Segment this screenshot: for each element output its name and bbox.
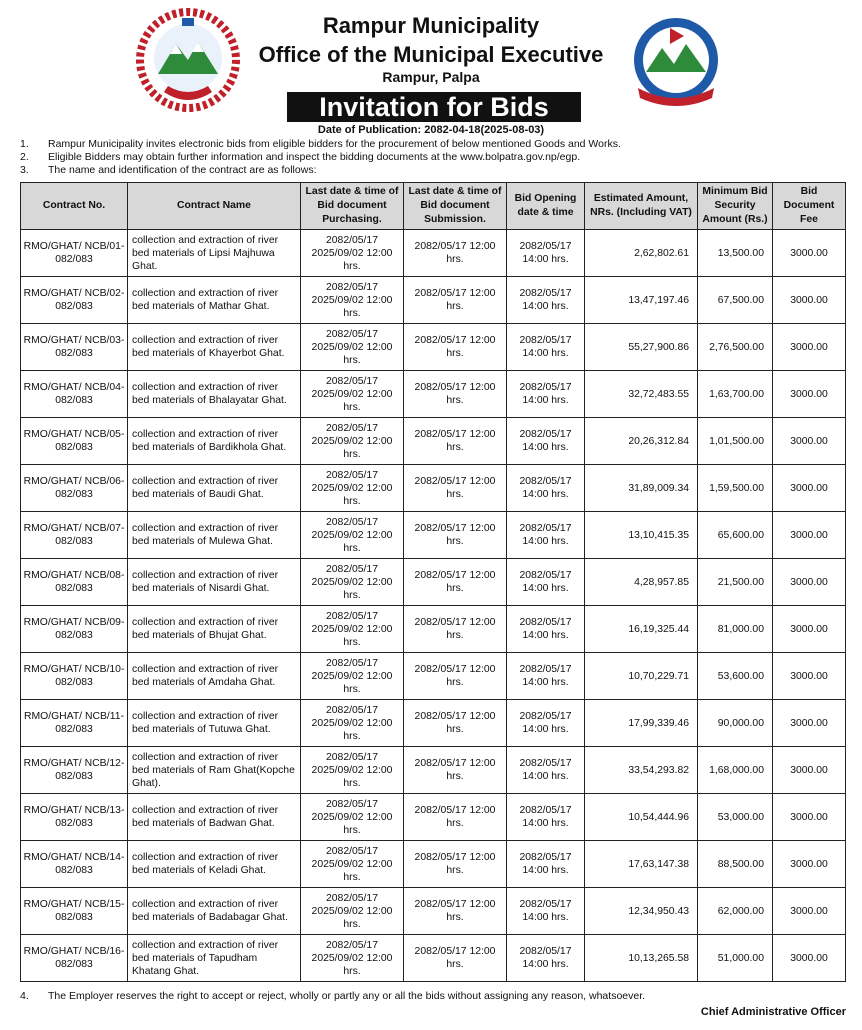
bid-opening-cell: 2082/05/17 14:00 hrs. — [507, 371, 585, 418]
col-document-fee: Bid Document Fee — [773, 183, 846, 230]
document-fee-cell: 3000.00 — [773, 794, 846, 841]
signatory: Chief Administrative Officer — [700, 1006, 846, 1018]
submission-deadline-cell: 2082/05/17 12:00 hrs. — [404, 888, 507, 935]
document-fee-cell: 3000.00 — [773, 324, 846, 371]
contract-name-cell: collection and extraction of river bed materials of Tapudham Khatang Ghat. — [128, 935, 301, 982]
estimated-amount-cell: 13,10,415.35 — [585, 512, 698, 559]
contract-name-cell: collection and extraction of river bed materials of Khayerbot Ghat. — [128, 324, 301, 371]
document-fee-cell: 3000.00 — [773, 700, 846, 747]
contract-no-cell: RMO/GHAT/ NCB/11-082/083 — [21, 700, 128, 747]
purchase-deadline-cell: 2082/05/17 2025/09/02 12:00 hrs. — [301, 653, 404, 700]
bid-opening-cell: 2082/05/17 14:00 hrs. — [507, 653, 585, 700]
estimated-amount-cell: 33,54,293.82 — [585, 747, 698, 794]
bid-security-cell: 62,000.00 — [698, 888, 773, 935]
table-row — [21, 606, 846, 653]
col-purchase-deadline: Last date & time of Bid document Purchasing. — [301, 183, 404, 230]
document-fee-cell: 3000.00 — [773, 512, 846, 559]
submission-deadline-cell: 2082/05/17 12:00 hrs. — [404, 512, 507, 559]
municipality-seal-icon — [628, 14, 724, 110]
bid-opening-cell: 2082/05/17 14:00 hrs. — [507, 418, 585, 465]
contract-no-cell: RMO/GHAT/ NCB/05-082/083 — [21, 418, 128, 465]
purchase-deadline-cell: 2082/05/17 2025/09/02 12:00 hrs. — [301, 418, 404, 465]
contract-name-cell: collection and extraction of river bed materials of Mulewa Ghat. — [128, 512, 301, 559]
bid-security-cell: 1,68,000.00 — [698, 747, 773, 794]
submission-deadline-cell: 2082/05/17 12:00 hrs. — [404, 935, 507, 982]
bid-security-cell: 65,600.00 — [698, 512, 773, 559]
bid-opening-cell: 2082/05/17 14:00 hrs. — [507, 277, 585, 324]
table-row — [21, 559, 846, 606]
purchase-deadline-cell: 2082/05/17 2025/09/02 12:00 hrs. — [301, 888, 404, 935]
table-row — [21, 512, 846, 559]
purchase-deadline-cell: 2082/05/17 2025/09/02 12:00 hrs. — [301, 606, 404, 653]
intro-num: 3. — [20, 164, 29, 176]
contract-name-cell: collection and extraction of river bed materials of Amdaha Ghat. — [128, 653, 301, 700]
estimated-amount-cell: 32,72,483.55 — [585, 371, 698, 418]
document-fee-cell: 3000.00 — [773, 465, 846, 512]
submission-deadline-cell: 2082/05/17 12:00 hrs. — [404, 653, 507, 700]
estimated-amount-cell: 4,28,957.85 — [585, 559, 698, 606]
intro-item — [20, 138, 850, 151]
table-row — [21, 230, 846, 277]
bid-security-cell: 1,01,500.00 — [698, 418, 773, 465]
submission-deadline-cell: 2082/05/17 12:00 hrs. — [404, 794, 507, 841]
purchase-deadline-cell: 2082/05/17 2025/09/02 12:00 hrs. — [301, 747, 404, 794]
notice-title: Invitation for Bids — [287, 92, 581, 122]
contract-no-cell: RMO/GHAT/ NCB/13-082/083 — [21, 794, 128, 841]
contract-name-cell: collection and extraction of river bed materials of Bardikhola Ghat. — [128, 418, 301, 465]
table-row — [21, 277, 846, 324]
publication-date: Date of Publication: 2082-04-18(2025-08-03) — [317, 124, 545, 136]
submission-deadline-cell: 2082/05/17 12:00 hrs. — [404, 277, 507, 324]
document-fee-cell: 3000.00 — [773, 653, 846, 700]
bid-security-cell: 1,59,500.00 — [698, 465, 773, 512]
purchase-deadline-cell: 2082/05/17 2025/09/02 12:00 hrs. — [301, 277, 404, 324]
document-fee-cell: 3000.00 — [773, 747, 846, 794]
table-row — [21, 700, 846, 747]
col-contract-name: Contract Name — [128, 183, 301, 230]
table-row — [21, 653, 846, 700]
estimated-amount-cell: 16,19,325.44 — [585, 606, 698, 653]
submission-deadline-cell: 2082/05/17 12:00 hrs. — [404, 841, 507, 888]
purchase-deadline-cell: 2082/05/17 2025/09/02 12:00 hrs. — [301, 465, 404, 512]
document-fee-cell: 3000.00 — [773, 418, 846, 465]
contract-no-cell: RMO/GHAT/ NCB/01-082/083 — [21, 230, 128, 277]
table-row — [21, 418, 846, 465]
document-fee-cell: 3000.00 — [773, 841, 846, 888]
submission-deadline-cell: 2082/05/17 12:00 hrs. — [404, 371, 507, 418]
bid-opening-cell: 2082/05/17 14:00 hrs. — [507, 324, 585, 371]
table-row — [21, 465, 846, 512]
bid-security-cell: 21,500.00 — [698, 559, 773, 606]
estimated-amount-cell: 55,27,900.86 — [585, 324, 698, 371]
estimated-amount-cell: 10,70,229.71 — [585, 653, 698, 700]
document-fee-cell: 3000.00 — [773, 277, 846, 324]
contract-name-cell: collection and extraction of river bed materials of Mathar Ghat. — [128, 277, 301, 324]
contract-no-cell: RMO/GHAT/ NCB/09-082/083 — [21, 606, 128, 653]
purchase-deadline-cell: 2082/05/17 2025/09/02 12:00 hrs. — [301, 371, 404, 418]
contract-no-cell: RMO/GHAT/ NCB/08-082/083 — [21, 559, 128, 606]
intro-list — [20, 138, 850, 177]
table-row — [21, 794, 846, 841]
submission-deadline-cell: 2082/05/17 12:00 hrs. — [404, 465, 507, 512]
bid-security-cell: 53,000.00 — [698, 794, 773, 841]
col-submission-deadline: Last date & time of Bid document Submission. — [404, 183, 507, 230]
submission-deadline-cell: 2082/05/17 12:00 hrs. — [404, 230, 507, 277]
contract-no-cell: RMO/GHAT/ NCB/12-082/083 — [21, 747, 128, 794]
purchase-deadline-cell: 2082/05/17 2025/09/02 12:00 hrs. — [301, 794, 404, 841]
table-header-row — [21, 183, 846, 230]
notice-header — [0, 0, 862, 140]
submission-deadline-cell: 2082/05/17 12:00 hrs. — [404, 606, 507, 653]
bid-security-cell: 13,500.00 — [698, 230, 773, 277]
purchase-deadline-cell: 2082/05/17 2025/09/02 12:00 hrs. — [301, 841, 404, 888]
estimated-amount-cell: 17,99,339.46 — [585, 700, 698, 747]
purchase-deadline-cell: 2082/05/17 2025/09/02 12:00 hrs. — [301, 324, 404, 371]
table-row — [21, 324, 846, 371]
table-row — [21, 888, 846, 935]
bid-opening-cell: 2082/05/17 14:00 hrs. — [507, 230, 585, 277]
estimated-amount-cell: 13,47,197.46 — [585, 277, 698, 324]
bid-security-cell: 88,500.00 — [698, 841, 773, 888]
table-row — [21, 935, 846, 982]
contract-no-cell: RMO/GHAT/ NCB/16-082/083 — [21, 935, 128, 982]
purchase-deadline-cell: 2082/05/17 2025/09/02 12:00 hrs. — [301, 512, 404, 559]
table-row — [21, 371, 846, 418]
intro-num: 1. — [20, 138, 29, 150]
bid-security-cell: 51,000.00 — [698, 935, 773, 982]
bid-opening-cell: 2082/05/17 14:00 hrs. — [507, 606, 585, 653]
bid-security-cell: 81,000.00 — [698, 606, 773, 653]
note-text: The Employer reserves the right to accept or reject, wholly or partly any or all the bids without assigning any reason, whatsoever. — [48, 990, 646, 1002]
intro-text: Rampur Municipality invites electronic bids from eligible bidders for the procurement of below mentioned Goods and Works. — [48, 138, 621, 150]
submission-deadline-cell: 2082/05/17 12:00 hrs. — [404, 559, 507, 606]
contract-no-cell: RMO/GHAT/ NCB/15-082/083 — [21, 888, 128, 935]
contract-name-cell: collection and extraction of river bed materials of Badwan Ghat. — [128, 794, 301, 841]
purchase-deadline-cell: 2082/05/17 2025/09/02 12:00 hrs. — [301, 700, 404, 747]
submission-deadline-cell: 2082/05/17 12:00 hrs. — [404, 747, 507, 794]
contract-no-cell: RMO/GHAT/ NCB/03-082/083 — [21, 324, 128, 371]
bid-opening-cell: 2082/05/17 14:00 hrs. — [507, 700, 585, 747]
bid-opening-cell: 2082/05/17 14:00 hrs. — [507, 512, 585, 559]
contract-no-cell: RMO/GHAT/ NCB/10-082/083 — [21, 653, 128, 700]
office-name: Office of the Municipal Executive — [258, 42, 604, 67]
document-fee-cell: 3000.00 — [773, 888, 846, 935]
contract-no-cell: RMO/GHAT/ NCB/02-082/083 — [21, 277, 128, 324]
purchase-deadline-cell: 2082/05/17 2025/09/02 12:00 hrs. — [301, 230, 404, 277]
note-num: 4. — [20, 990, 29, 1002]
estimated-amount-cell: 31,89,009.34 — [585, 465, 698, 512]
contract-name-cell: collection and extraction of river bed materials of Nisardi Ghat. — [128, 559, 301, 606]
intro-item — [20, 164, 850, 177]
table-row — [21, 747, 846, 794]
document-fee-cell: 3000.00 — [773, 606, 846, 653]
contract-no-cell: RMO/GHAT/ NCB/06-082/083 — [21, 465, 128, 512]
col-estimated-amount: Estimated Amount, NRs. (Including VAT) — [585, 183, 698, 230]
bid-security-cell: 1,63,700.00 — [698, 371, 773, 418]
bid-opening-cell: 2082/05/17 14:00 hrs. — [507, 935, 585, 982]
contract-no-cell: RMO/GHAT/ NCB/07-082/083 — [21, 512, 128, 559]
bid-opening-cell: 2082/05/17 14:00 hrs. — [507, 465, 585, 512]
submission-deadline-cell: 2082/05/17 12:00 hrs. — [404, 418, 507, 465]
intro-num: 2. — [20, 151, 29, 163]
col-contract-no: Contract No. — [21, 183, 128, 230]
contract-no-cell: RMO/GHAT/ NCB/04-082/083 — [21, 371, 128, 418]
table-row — [21, 841, 846, 888]
purchase-deadline-cell: 2082/05/17 2025/09/02 12:00 hrs. — [301, 935, 404, 982]
reservation-note — [20, 990, 850, 1002]
contract-name-cell: collection and extraction of river bed materials of Bhujat Ghat. — [128, 606, 301, 653]
bid-opening-cell: 2082/05/17 14:00 hrs. — [507, 841, 585, 888]
estimated-amount-cell: 12,34,950.43 — [585, 888, 698, 935]
submission-deadline-cell: 2082/05/17 12:00 hrs. — [404, 324, 507, 371]
document-fee-cell: 3000.00 — [773, 371, 846, 418]
contract-name-cell: collection and extraction of river bed materials of Bhalayatar Ghat. — [128, 371, 301, 418]
estimated-amount-cell: 10,54,444.96 — [585, 794, 698, 841]
intro-item — [20, 151, 850, 164]
bid-opening-cell: 2082/05/17 14:00 hrs. — [507, 559, 585, 606]
estimated-amount-cell: 17,63,147.38 — [585, 841, 698, 888]
intro-text: Eligible Bidders may obtain further information and inspect the bidding documents at the www.bolpatra.gov.np/egp. — [48, 151, 581, 163]
bid-opening-cell: 2082/05/17 14:00 hrs. — [507, 794, 585, 841]
intro-text: The name and identification of the contract are as follows: — [48, 164, 317, 176]
col-bid-opening: Bid Opening date & time — [507, 183, 585, 230]
purchase-deadline-cell: 2082/05/17 2025/09/02 12:00 hrs. — [301, 559, 404, 606]
contracts-table — [20, 182, 846, 982]
address: Rampur, Palpa — [382, 69, 480, 85]
col-bid-security: Minimum Bid Security Amount (Rs.) — [698, 183, 773, 230]
contract-no-cell: RMO/GHAT/ NCB/14-082/083 — [21, 841, 128, 888]
contract-name-cell: collection and extraction of river bed materials of Keladi Ghat. — [128, 841, 301, 888]
contract-name-cell: collection and extraction of river bed materials of Lipsi Majhuwa Ghat. — [128, 230, 301, 277]
document-fee-cell: 3000.00 — [773, 230, 846, 277]
document-fee-cell: 3000.00 — [773, 559, 846, 606]
submission-deadline-cell: 2082/05/17 12:00 hrs. — [404, 700, 507, 747]
contract-name-cell: collection and extraction of river bed materials of Baudi Ghat. — [128, 465, 301, 512]
estimated-amount-cell: 10,13,265.58 — [585, 935, 698, 982]
bid-security-cell: 67,500.00 — [698, 277, 773, 324]
bid-opening-cell: 2082/05/17 14:00 hrs. — [507, 888, 585, 935]
contract-name-cell: collection and extraction of river bed materials of Badabagar Ghat. — [128, 888, 301, 935]
estimated-amount-cell: 20,26,312.84 — [585, 418, 698, 465]
contract-name-cell: collection and extraction of river bed materials of Ram Ghat(Kopche Ghat). — [128, 747, 301, 794]
bid-security-cell: 2,76,500.00 — [698, 324, 773, 371]
bid-security-cell: 90,000.00 — [698, 700, 773, 747]
bid-security-cell: 53,600.00 — [698, 653, 773, 700]
document-fee-cell: 3000.00 — [773, 935, 846, 982]
municipality-name: Rampur Municipality — [322, 13, 540, 38]
estimated-amount-cell: 2,62,802.61 — [585, 230, 698, 277]
bid-opening-cell: 2082/05/17 14:00 hrs. — [507, 747, 585, 794]
contract-name-cell: collection and extraction of river bed materials of Tutuwa Ghat. — [128, 700, 301, 747]
